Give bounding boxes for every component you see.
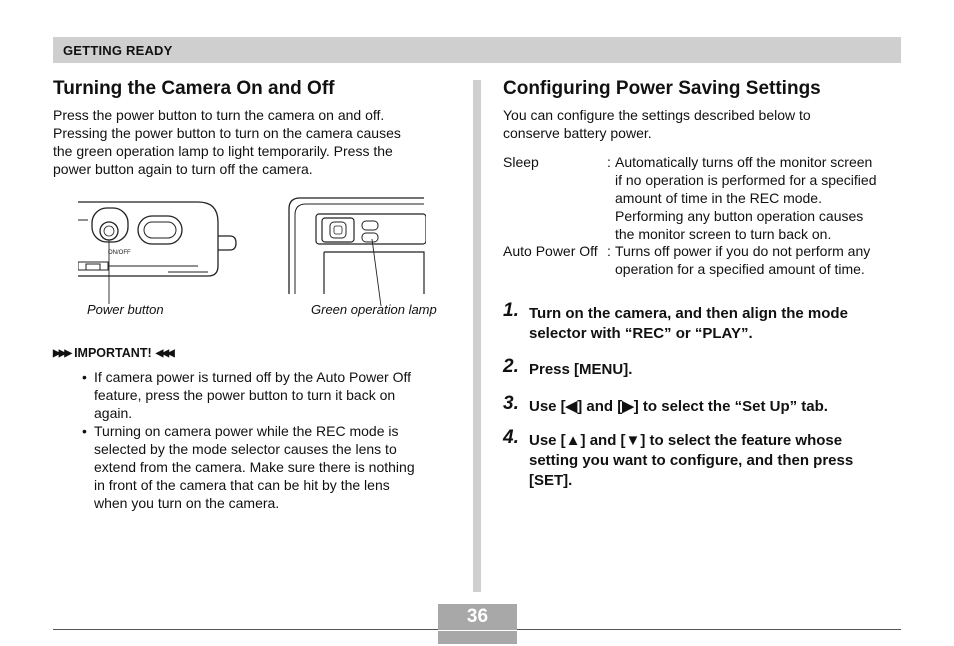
step-line: Use [◀] and [▶] to select the “Set Up” tab. <box>529 398 828 415</box>
step-line: Press [MENU]. <box>529 361 633 378</box>
def-desc-auto-power-off: : Turns off power if you do not perform any operation for a specified amount of time. <box>607 242 902 278</box>
section-title: GETTING READY <box>63 43 173 58</box>
bullet-line: feature, press the power button to turn it back on <box>94 387 396 403</box>
def-line: Performing any button operation causes <box>615 208 864 224</box>
power-button-illustration <box>78 196 243 308</box>
step-line: [SET]. <box>529 472 573 489</box>
def-line: Turns off power if you do not perform any <box>615 243 871 259</box>
def-term-auto-power-off: Auto Power Off <box>503 243 598 259</box>
intro-line: power button again to turn off the camera. <box>53 161 313 177</box>
left-intro <box>53 106 463 178</box>
def-line: if no operation is performed for a specified <box>615 172 877 188</box>
right-heading: Configuring Power Saving Settings <box>503 78 821 99</box>
intro-line: Pressing the power button to turn on the camera causes <box>53 125 401 141</box>
step-number: 3. <box>503 393 519 414</box>
step-number: 2. <box>503 356 519 377</box>
def-line: the monitor screen to turn back on. <box>615 226 832 242</box>
section-header <box>53 37 901 63</box>
step-number: 1. <box>503 300 519 321</box>
intro-line: Press the power button to turn the camera on and off. <box>53 107 385 123</box>
bullet-icon: • <box>82 369 87 385</box>
caption-power-button: Power button <box>87 302 164 317</box>
list-item <box>82 422 452 512</box>
def-desc-sleep: : Automatically turns off the monitor screen if no operation is performed for a specified amount of time in the REC mode. Performing any button operation causes the monitor screen to turn back on. <box>607 153 902 243</box>
page-number-box <box>438 604 517 630</box>
important-label: IMPORTANT! <box>74 346 152 360</box>
arrows-right-icon: ▶▶▶ <box>53 347 71 359</box>
bullet-line: selected by the mode selector causes the lens to <box>94 441 397 457</box>
bullet-line: extend from the camera. Make sure there is nothing <box>94 459 415 475</box>
def-term-sleep: Sleep <box>503 154 539 170</box>
def-line: amount of time in the REC mode. <box>615 190 822 206</box>
step-1 <box>503 300 903 344</box>
caption-operation-lamp: Green operation lamp <box>311 302 437 317</box>
step-line: Use [▲] and [▼] to select the feature whose <box>529 432 843 449</box>
bullet-line: in front of the camera that can be hit by the lens <box>94 477 390 493</box>
step-3 <box>503 393 903 417</box>
step-line: Turn on the camera, and then align the mode <box>529 305 848 322</box>
page-number: 36 <box>466 606 489 627</box>
bullet-line: If camera power is turned off by the Auto Power Off <box>94 369 411 385</box>
bullet-line: Turning on camera power while the REC mode is <box>94 423 399 439</box>
intro-line: conserve battery power. <box>503 125 652 141</box>
page-number-tab <box>438 631 517 644</box>
right-intro <box>503 106 903 142</box>
list-item <box>82 368 452 422</box>
def-line: Automatically turns off the monitor screen <box>615 154 873 170</box>
bullet-line: when you turn on the camera. <box>94 495 280 511</box>
step-line: selector with “REC” or “PLAY”. <box>529 325 753 342</box>
step-number: 4. <box>503 427 519 448</box>
important-heading <box>53 346 173 360</box>
arrows-left-icon: ◀◀◀ <box>155 347 173 359</box>
step-4 <box>503 427 903 491</box>
intro-line: the green operation lamp to light temporarily. Press the <box>53 143 393 159</box>
intro-line: You can configure the settings described below to <box>503 107 811 123</box>
step-line: setting you want to configure, and then press <box>529 452 854 469</box>
on-off-label: ON/OFF <box>108 250 131 256</box>
left-heading: Turning the Camera On and Off <box>53 78 335 99</box>
step-2 <box>503 356 903 380</box>
def-line: operation for a specified amount of time. <box>615 261 865 277</box>
column-divider <box>473 80 481 592</box>
bullet-line: again. <box>94 405 133 421</box>
operation-lamp-illustration <box>286 196 426 308</box>
bullet-icon: • <box>82 423 87 439</box>
